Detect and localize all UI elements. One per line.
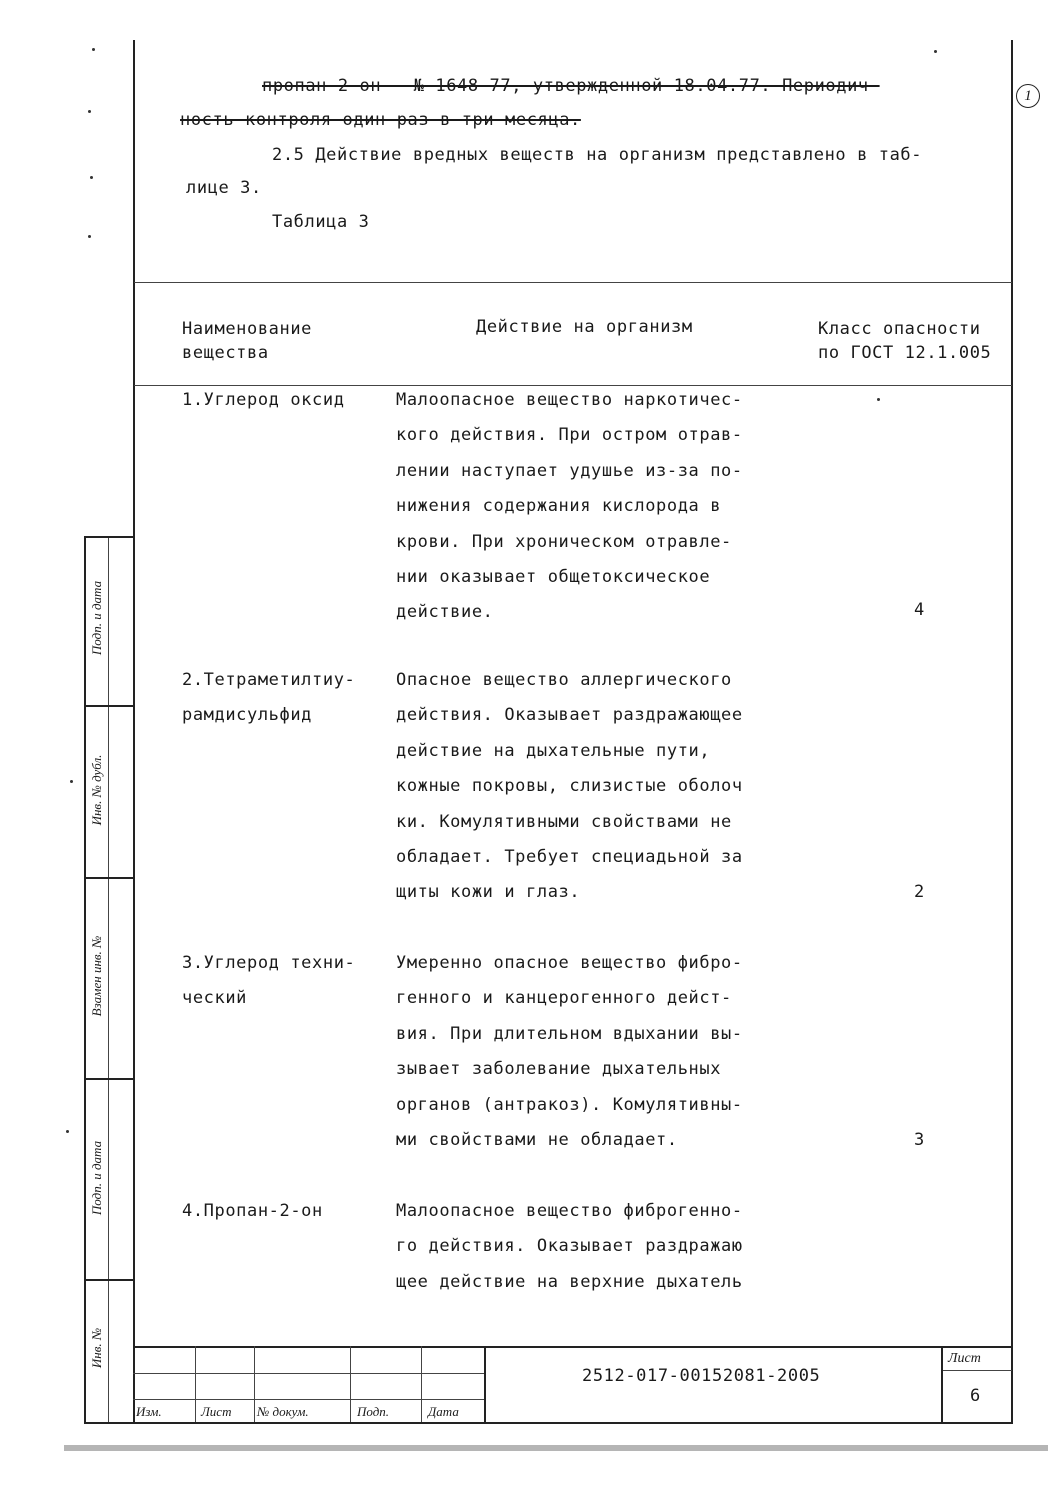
document-number: 2512-017-00152081-2005 <box>582 1366 821 1386</box>
col-label-signature: Подп. <box>357 1404 390 1419</box>
scan-speck <box>92 48 95 51</box>
scan-speck <box>66 1130 69 1133</box>
revision-mark: 1 <box>1016 84 1040 108</box>
action-line: щиты кожи и глаз. <box>396 882 581 903</box>
struck-text-line-1: пропан-2-он – № 1648-77, утвержденной 18.04.77. Периодич- <box>262 76 880 96</box>
header-name-line-1: Наименование <box>182 319 313 339</box>
stamp-outer-left <box>84 536 86 1424</box>
substance-name-line: ческий <box>182 988 248 1009</box>
scan-speck <box>90 176 93 179</box>
col-label-doc-no: № докум. <box>257 1404 309 1419</box>
title-block-col <box>195 1346 196 1422</box>
action-line: действие на дыхательные пути, <box>396 740 711 761</box>
stamp-inner-divider <box>108 536 109 1424</box>
action-line: ки. Комулятивными свойствами не <box>396 811 732 832</box>
title-block-row-rule <box>133 1373 485 1374</box>
substance-action <box>396 383 743 631</box>
action-line: го действия. Оказывает раздражаю <box>396 1236 743 1257</box>
stamp-divider <box>84 1078 134 1080</box>
substance-name-line: 4.Пропан-2-он <box>182 1201 323 1221</box>
action-line: действия. Оказывает раздражающее <box>396 705 743 726</box>
title-block-col <box>421 1346 422 1422</box>
sheet-box-left <box>941 1346 943 1422</box>
table-header-top-rule <box>134 282 1012 283</box>
col-label-change: Изм. <box>136 1404 162 1419</box>
substance-name-line: 3.Углерод техни- <box>182 953 356 973</box>
action-line: генного и канцерогенного дейст- <box>396 988 732 1009</box>
hazard-class: 4 <box>914 600 925 620</box>
col-label-sheet: Лист <box>201 1404 232 1419</box>
action-line: Умеренно опасное вещество фибро- <box>396 953 743 973</box>
action-line: ми свойствами не обладает. <box>396 1130 678 1151</box>
hazard-class: 2 <box>914 882 925 902</box>
title-block-col <box>254 1346 255 1422</box>
header-class <box>818 317 991 365</box>
frame-left-border <box>133 40 135 1424</box>
scan-shadow-bar <box>64 1445 1048 1451</box>
action-line: Опасное вещество аллергического <box>396 670 732 690</box>
title-block-top-rule <box>133 1346 1012 1348</box>
scan-speck <box>70 780 73 783</box>
table-caption: Таблица 3 <box>272 212 370 232</box>
header-action: Действие на организм <box>476 317 693 337</box>
action-line: обладает. Требует специадьной за <box>396 847 743 868</box>
substance-name <box>182 383 345 418</box>
struck-text-line-2: ность контроля один раз в три месяца. <box>180 110 581 130</box>
scan-speck <box>88 235 91 238</box>
header-name <box>182 317 312 365</box>
paragraph-line-1: 2.5 Действие вредных веществ на организм представлено в таб- <box>272 145 923 165</box>
scan-speck <box>934 50 937 53</box>
action-line: кожные покровы, слизистые оболоч <box>396 776 743 797</box>
substance-action <box>396 946 743 1158</box>
substance-name <box>182 1194 323 1229</box>
substance-action <box>396 663 743 911</box>
substance-name <box>182 663 355 734</box>
title-block-col <box>484 1346 486 1422</box>
substance-name-line: 2.Тетраметилтиу- <box>182 670 356 690</box>
stamp-label-sign-date: Подп. и дата <box>89 580 104 656</box>
action-line: нижения содержания кислорода в <box>396 496 722 517</box>
substance-action <box>396 1194 743 1300</box>
sheet-label: Лист <box>948 1351 981 1366</box>
action-line: Малоопасное вещество наркотичес- <box>396 390 743 410</box>
header-class-line-2: по ГОСТ 12.1.005 <box>818 343 992 363</box>
stamp-label-sign-date-2: Подп. и дата <box>89 1140 104 1216</box>
action-line: кого действия. При остром отрав- <box>396 425 743 446</box>
paragraph-line-2: лице 3. <box>186 178 262 198</box>
sheet-number: 6 <box>970 1386 981 1406</box>
substance-name-line: рамдисульфид <box>182 705 313 726</box>
hazard-class: 3 <box>914 1130 925 1150</box>
title-block-row-rule <box>133 1399 485 1400</box>
frame-bottom-border <box>84 1422 1013 1424</box>
col-label-date: Дата <box>428 1404 459 1419</box>
action-line: органов (антракоз). Комулятивны- <box>396 1094 743 1115</box>
stamp-divider <box>84 877 134 879</box>
action-line: зывает заболевание дыхательных <box>396 1059 722 1080</box>
stamp-label-dup-inv: Инв. № дубл. <box>89 754 104 826</box>
action-line: лении наступает удушье из-за по- <box>396 460 743 481</box>
action-line: нии оказывает общетоксическое <box>396 567 711 588</box>
action-line: действие. <box>396 602 494 623</box>
action-line: Малоопасное вещество фиброгенно- <box>396 1201 743 1221</box>
action-line: крови. При хроническом отравле- <box>396 531 732 552</box>
stamp-divider <box>84 705 134 707</box>
stamp-label-replace-inv: Взамен инв. № <box>89 935 104 1017</box>
scan-speck <box>877 398 880 401</box>
header-name-line-2: вещества <box>182 343 269 363</box>
title-block-col <box>350 1346 351 1422</box>
sheet-box-rule <box>941 1370 1012 1371</box>
frame-right-border <box>1011 40 1013 1424</box>
action-line: щее действие на верхние дыхатель <box>396 1271 743 1292</box>
substance-name-line: 1.Углерод оксид <box>182 390 345 410</box>
stamp-label-inv-no: Инв. № <box>89 1327 104 1369</box>
action-line: вия. При длительном вдыхании вы- <box>396 1023 743 1044</box>
substance-name <box>182 946 355 1017</box>
header-class-line-1: Класс опасности <box>818 319 981 339</box>
scan-speck <box>88 110 91 113</box>
